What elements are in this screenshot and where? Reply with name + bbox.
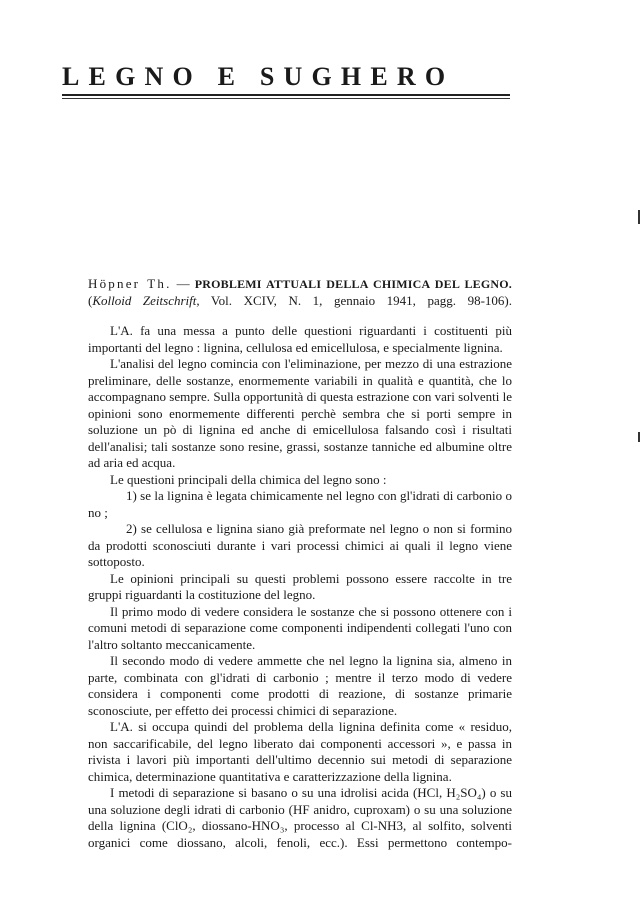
- article-author: Höpner Th.: [88, 276, 172, 291]
- citation-open: (: [88, 292, 93, 308]
- paragraph: L'analisi del legno comincia con l'eliminazione, per mezzo di una estrazione preliminare, delle sostanze, enormemente variabili in qualità e quantità, che lo accompagnano sempre. Sulla opportunità di questa estrazione con vari solventi le opinioni sono enormemente differenti perchè sembra che si porti sempre in soluzione un pò di lignina ed anche di emicellulosa falsando così i risultati dell'analisi; tali sostanze sono resine, grassi, sostanze tanniche ed albumine oltre ad aria ed acqua.: [88, 356, 512, 470]
- paragraph: Il primo modo di vedere considera le sostanze che si possono ottenere con i comuni metodi di separazione come componenti indipendenti collegati l'uno con l'altro soltanto meccanicamente.: [88, 603, 512, 652]
- paragraph: L'A. fa una messa a punto delle questioni riguardanti i costituenti più importanti del legno : lignina, cellulosa ed emicellulosa, e specialmente lignina.: [88, 323, 512, 355]
- article-citation: [88, 293, 512, 310]
- page-edge-mark: [638, 432, 640, 442]
- citation-journal: Kolloid Zeitschrift,: [92, 292, 200, 308]
- list-item: 1) se la lignina è legata chimicamente nel legno con gl'idrati di carbonio o no ;: [88, 488, 512, 520]
- title-rule-thick: [62, 94, 510, 96]
- article: [88, 276, 512, 851]
- article-title: PROBLEMI ATTUALI DELLA CHIMICA DEL LEGNO.: [194, 277, 512, 291]
- article-body: [88, 323, 512, 851]
- paragraph: Le opinioni principali su questi problemi possono essere raccolte in tre gruppi riguardanti la costituzione del legno.: [88, 570, 512, 602]
- list-item: 2) se cellulosa e lignina siano già preformate nel legno o non si formino da prodotti sconosciuti durante i vari processi chimici ai quali il legno viene sottoposto.: [88, 521, 512, 569]
- article-heading: [88, 276, 512, 293]
- paragraph: Il secondo modo di vedere ammette che nel legno la lignina sia, almeno in parte, combinata con gl'idrati di carbonio ; mentre il terzo modo di vedere considera i componenti come prodotti di reazione, di sostanze primarie sconosciute, per effetto dei processi chimici di separazione.: [88, 653, 512, 718]
- heading-dash: —: [171, 276, 195, 291]
- section-title: LEGNO E SUGHERO: [62, 62, 455, 91]
- paragraph: Le questioni principali della chimica del legno sono :: [110, 471, 387, 487]
- paragraph: I metodi di separazione si basano o su una idrolisi acida (HCl, H₂SO₄) o su una soluzione degli idrati di carbonio (HF anidro, cuproxam) o su una soluzione della lignina (ClO₂, diossano-HNO₃, processo al Cl-NH3, al solfito, solventi organici come diossano, alcoli, fenoli, ecc.). Essi permettono contempo-: [88, 785, 512, 850]
- paragraph: L'A. si occupa quindi del problema della lignina definita come « residuo, non saccarificabile, del legno liberato dai componenti accessori », e passa in rivista i lavori più importanti dell'ultimo decennio sui metodi di separazione chimica, determinazione quantitativa e caratterizzazione della lignina.: [88, 719, 512, 784]
- citation-details: Vol. XCIV, N. 1, gennaio 1941, pagg. 98-106).: [199, 292, 512, 308]
- title-rule-thin: [62, 98, 510, 99]
- page-edge-mark: [638, 210, 640, 224]
